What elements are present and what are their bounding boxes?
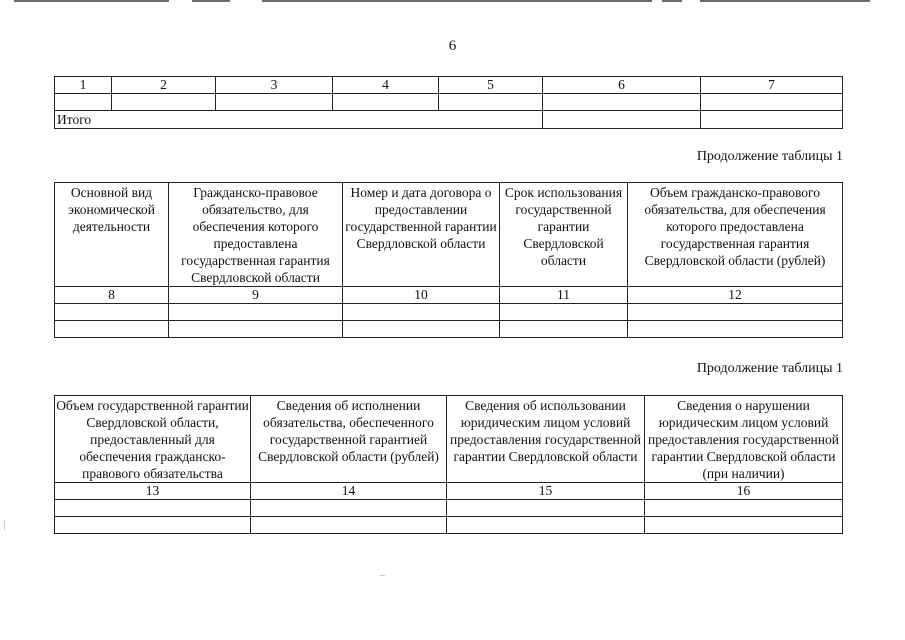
table-mid-number-row — [55, 287, 843, 304]
table-row — [55, 94, 843, 111]
column-number: 13 — [55, 483, 251, 500]
continuation-label: Продолжение таблицы 1 — [696, 149, 843, 164]
empty-cell — [55, 321, 169, 338]
column-header: Сведения о нарушении юридическим лицом условий предоставления государственной гарантии Свердловской области (при наличии) — [645, 396, 843, 483]
empty-cell — [343, 304, 500, 321]
empty-cell — [55, 500, 251, 517]
table-row — [55, 500, 843, 517]
column-header: Номер и дата договора о предоставлении государственной гарантии Свердловской области — [343, 183, 500, 287]
column-number: 5 — [439, 77, 543, 94]
empty-cell — [447, 517, 645, 534]
column-number: 10 — [343, 287, 500, 304]
empty-cell — [701, 94, 843, 111]
empty-cell — [216, 94, 333, 111]
total-row — [55, 111, 843, 129]
scan-edge-line — [14, 0, 169, 2]
total-label: Итого — [55, 111, 543, 129]
scan-edge-line — [192, 0, 230, 2]
column-number: 7 — [701, 77, 843, 94]
empty-cell — [55, 94, 112, 111]
empty-cell — [112, 94, 216, 111]
table-bottom-header-row — [55, 396, 843, 483]
table-top — [54, 76, 843, 129]
table-row — [55, 321, 843, 338]
empty-cell — [645, 517, 843, 534]
empty-cell — [500, 304, 628, 321]
column-number: 15 — [447, 483, 645, 500]
column-number: 8 — [55, 287, 169, 304]
table-row — [55, 517, 843, 534]
column-number: 14 — [251, 483, 447, 500]
empty-cell — [645, 500, 843, 517]
empty-cell — [439, 94, 543, 111]
empty-cell — [251, 517, 447, 534]
scan-edge-line — [662, 0, 682, 2]
empty-cell — [500, 321, 628, 338]
column-number: 1 — [55, 77, 112, 94]
column-number: 12 — [628, 287, 843, 304]
empty-cell — [543, 111, 701, 129]
table-mid — [54, 182, 843, 338]
column-header: Гражданско-правовое обязательство, для обеспечения которого предоставлена государственная гарантия Свердловской области — [169, 183, 343, 287]
table-bottom-number-row — [55, 483, 843, 500]
empty-cell — [333, 94, 439, 111]
table-mid-header-row — [55, 183, 843, 287]
empty-cell — [701, 111, 843, 129]
column-header: Срок использования государственной гарантии Свердловской области — [500, 183, 628, 287]
column-header: Объем гражданско-правового обязательства, для обеспечения которого предоставлена государственная гарантия Свердловской области (рублей) — [628, 183, 843, 287]
table-row — [55, 304, 843, 321]
column-number: 11 — [500, 287, 628, 304]
column-number: 9 — [169, 287, 343, 304]
column-number: 2 — [112, 77, 216, 94]
column-header: Сведения об исполнении обязательства, обеспеченного государственной гарантией Свердловской области (рублей) — [251, 396, 447, 483]
scan-edge-line — [700, 0, 870, 2]
empty-cell — [543, 94, 701, 111]
column-header: Сведения об использовании юридическим лицом условий предоставления государственной гарантии Свердловской области — [447, 396, 645, 483]
empty-cell — [169, 304, 343, 321]
continuation-label: Продолжение таблицы 1 — [696, 361, 843, 376]
empty-cell — [343, 321, 500, 338]
empty-cell — [55, 517, 251, 534]
column-number: 16 — [645, 483, 843, 500]
empty-cell — [628, 304, 843, 321]
scan-speck — [4, 520, 5, 530]
scan-speck — [380, 575, 385, 576]
column-number: 3 — [216, 77, 333, 94]
page-number: 6 — [448, 38, 457, 54]
column-number: 6 — [543, 77, 701, 94]
column-header: Основной вид экономической деятельности — [55, 183, 169, 287]
empty-cell — [447, 500, 645, 517]
table-bottom — [54, 395, 843, 534]
empty-cell — [55, 304, 169, 321]
scan-edge-line — [262, 0, 652, 2]
column-number: 4 — [333, 77, 439, 94]
table-top-number-row — [55, 77, 843, 94]
empty-cell — [169, 321, 343, 338]
empty-cell — [251, 500, 447, 517]
empty-cell — [628, 321, 843, 338]
column-header: Объем государственной гарантии Свердловской области, предоставленный для обеспечения гражданско-правового обязательства — [55, 396, 251, 483]
